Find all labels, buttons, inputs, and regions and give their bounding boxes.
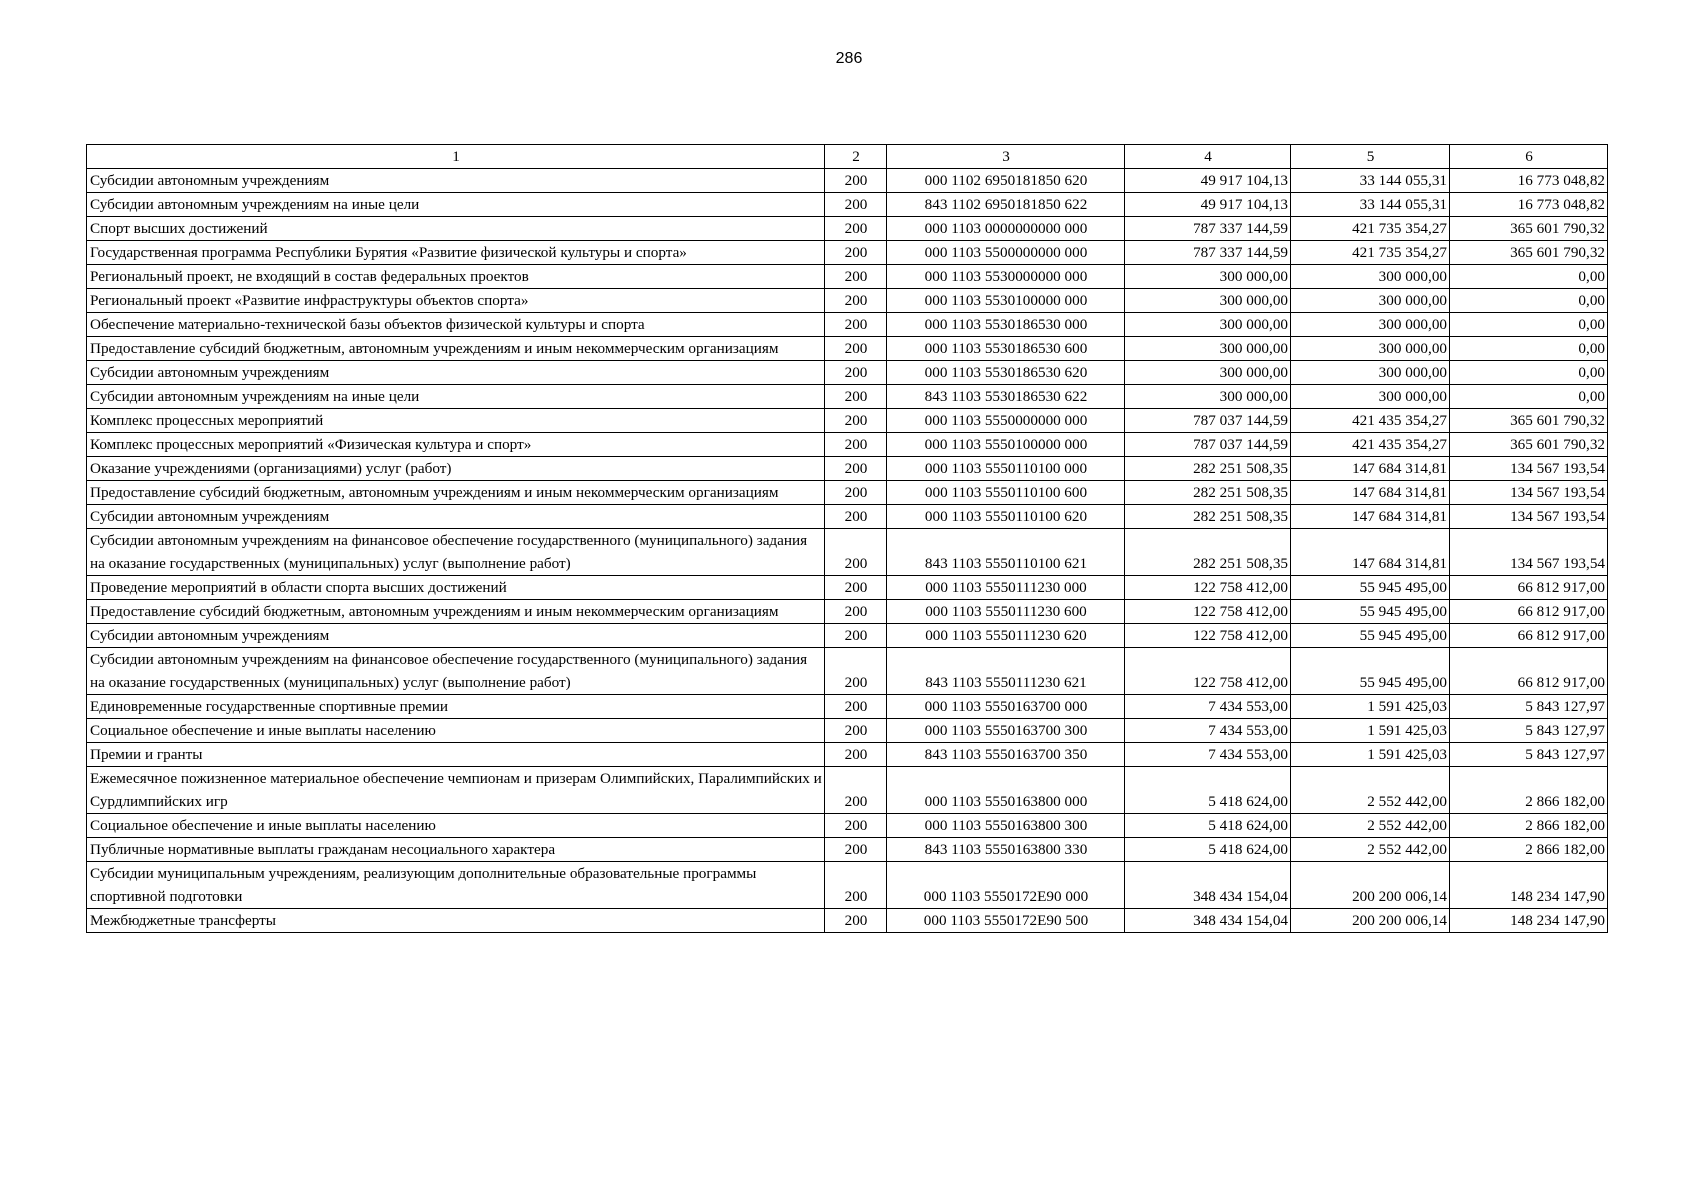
row-amount-col5-cell: 2 552 442,00 [1291, 767, 1450, 814]
page-number: 286 [835, 50, 863, 67]
table-row [87, 624, 1608, 648]
row-amount-col6-cell: 0,00 [1450, 361, 1608, 385]
row-level-cell: 200 [825, 217, 887, 241]
table-row [87, 719, 1608, 743]
row-amount-col5-cell: 55 945 495,00 [1291, 648, 1450, 695]
row-level-cell: 200 [825, 505, 887, 529]
row-amount-col5-cell: 200 200 006,14 [1291, 909, 1450, 933]
row-level-cell: 200 [825, 433, 887, 457]
row-level-cell: 200 [825, 289, 887, 313]
table-row [87, 600, 1608, 624]
row-amount-col5-cell: 1 591 425,03 [1291, 719, 1450, 743]
row-amount-col6-cell: 66 812 917,00 [1450, 624, 1608, 648]
row-level-cell: 200 [825, 862, 887, 909]
row-level-cell: 200 [825, 767, 887, 814]
row-code-cell: 843 1103 5550163700 350 [887, 743, 1125, 767]
row-code-cell: 000 1103 5550172E90 500 [887, 909, 1125, 933]
row-amount-col4-cell: 787 037 144,59 [1125, 409, 1291, 433]
row-level-cell: 200 [825, 576, 887, 600]
row-name-cell: Оказание учреждениями (организациями) услуг (работ) [87, 457, 825, 481]
table-row [87, 289, 1608, 313]
row-amount-col6-cell: 0,00 [1450, 265, 1608, 289]
table-body [87, 169, 1608, 933]
row-level-cell: 200 [825, 624, 887, 648]
row-amount-col5-cell: 300 000,00 [1291, 313, 1450, 337]
row-code-cell: 000 1103 5550110100 620 [887, 505, 1125, 529]
row-code-cell: 843 1103 5550110100 621 [887, 529, 1125, 576]
row-amount-col6-cell: 5 843 127,97 [1450, 743, 1608, 767]
row-amount-col6-cell: 66 812 917,00 [1450, 576, 1608, 600]
column-header-4: 4 [1125, 145, 1291, 169]
row-name-cell: Государственная программа Республики Бурятия «Развитие физической культуры и спорта» [87, 241, 825, 265]
row-name-cell: Субсидии автономным учреждениям на финансовое обеспечение государственного (муниципального) задания на оказание государственных (муниципальных) услуг (выполнение работ) [87, 529, 825, 576]
row-code-cell: 843 1103 5550111230 621 [887, 648, 1125, 695]
row-name-cell: Субсидии автономным учреждениям на иные цели [87, 385, 825, 409]
column-header-2: 2 [825, 145, 887, 169]
table-row [87, 457, 1608, 481]
row-amount-col5-cell: 55 945 495,00 [1291, 600, 1450, 624]
row-amount-col5-cell: 421 735 354,27 [1291, 217, 1450, 241]
row-amount-col5-cell: 200 200 006,14 [1291, 862, 1450, 909]
table-row [87, 767, 1608, 814]
row-amount-col4-cell: 300 000,00 [1125, 385, 1291, 409]
row-code-cell: 000 1103 5550163700 000 [887, 695, 1125, 719]
row-code-cell: 000 1103 5530186530 000 [887, 313, 1125, 337]
row-name-cell: Спорт высших достижений [87, 217, 825, 241]
row-name-cell: Обеспечение материально-технической базы объектов физической культуры и спорта [87, 313, 825, 337]
row-amount-col6-cell: 0,00 [1450, 337, 1608, 361]
row-amount-col6-cell: 148 234 147,90 [1450, 862, 1608, 909]
row-level-cell: 200 [825, 481, 887, 505]
table-header-row [87, 145, 1608, 169]
row-name-cell: Предоставление субсидий бюджетным, автономным учреждениям и иным некоммерческим организациям [87, 481, 825, 505]
table-row [87, 862, 1608, 909]
row-amount-col5-cell: 55 945 495,00 [1291, 624, 1450, 648]
row-name-cell: Комплекс процессных мероприятий «Физическая культура и спорт» [87, 433, 825, 457]
row-name-cell: Социальное обеспечение и иные выплаты населению [87, 719, 825, 743]
row-code-cell: 843 1103 5550163800 330 [887, 838, 1125, 862]
row-amount-col6-cell: 5 843 127,97 [1450, 719, 1608, 743]
row-amount-col6-cell: 2 866 182,00 [1450, 838, 1608, 862]
row-amount-col6-cell: 5 843 127,97 [1450, 695, 1608, 719]
table-row [87, 361, 1608, 385]
row-amount-col4-cell: 348 434 154,04 [1125, 909, 1291, 933]
row-code-cell: 843 1102 6950181850 622 [887, 193, 1125, 217]
row-amount-col4-cell: 300 000,00 [1125, 313, 1291, 337]
table-row [87, 743, 1608, 767]
row-amount-col6-cell: 66 812 917,00 [1450, 648, 1608, 695]
row-amount-col5-cell: 147 684 314,81 [1291, 457, 1450, 481]
column-header-1: 1 [87, 145, 825, 169]
row-name-cell: Субсидии автономным учреждениям на финансовое обеспечение государственного (муниципального) задания на оказание государственных (муниципальных) услуг (выполнение работ) [87, 648, 825, 695]
row-amount-col4-cell: 49 917 104,13 [1125, 193, 1291, 217]
table-row [87, 814, 1608, 838]
row-name-cell: Субсидии автономным учреждениям [87, 505, 825, 529]
row-amount-col5-cell: 33 144 055,31 [1291, 193, 1450, 217]
row-code-cell: 843 1103 5530186530 622 [887, 385, 1125, 409]
row-amount-col5-cell: 147 684 314,81 [1291, 529, 1450, 576]
row-amount-col4-cell: 348 434 154,04 [1125, 862, 1291, 909]
row-amount-col5-cell: 2 552 442,00 [1291, 814, 1450, 838]
row-amount-col4-cell: 787 337 144,59 [1125, 217, 1291, 241]
budget-table [86, 144, 1608, 933]
row-code-cell: 000 1103 5530186530 620 [887, 361, 1125, 385]
row-amount-col4-cell: 5 418 624,00 [1125, 814, 1291, 838]
row-level-cell: 200 [825, 719, 887, 743]
row-amount-col6-cell: 2 866 182,00 [1450, 767, 1608, 814]
row-amount-col4-cell: 49 917 104,13 [1125, 169, 1291, 193]
row-name-cell: Единовременные государственные спортивные премии [87, 695, 825, 719]
row-amount-col5-cell: 147 684 314,81 [1291, 481, 1450, 505]
row-name-cell: Социальное обеспечение и иные выплаты населению [87, 814, 825, 838]
row-name-cell: Предоставление субсидий бюджетным, автономным учреждениям и иным некоммерческим организациям [87, 600, 825, 624]
row-amount-col6-cell: 66 812 917,00 [1450, 600, 1608, 624]
row-amount-col6-cell: 134 567 193,54 [1450, 457, 1608, 481]
table-row [87, 433, 1608, 457]
row-code-cell: 000 1103 5550172E90 000 [887, 862, 1125, 909]
row-name-cell: Субсидии автономным учреждениям на иные цели [87, 193, 825, 217]
row-name-cell: Проведение мероприятий в области спорта высших достижений [87, 576, 825, 600]
row-code-cell: 000 1103 5550111230 620 [887, 624, 1125, 648]
row-amount-col5-cell: 1 591 425,03 [1291, 743, 1450, 767]
row-amount-col4-cell: 787 037 144,59 [1125, 433, 1291, 457]
row-amount-col6-cell: 148 234 147,90 [1450, 909, 1608, 933]
row-amount-col5-cell: 147 684 314,81 [1291, 505, 1450, 529]
row-amount-col4-cell: 7 434 553,00 [1125, 743, 1291, 767]
row-level-cell: 200 [825, 909, 887, 933]
row-level-cell: 200 [825, 457, 887, 481]
row-amount-col4-cell: 787 337 144,59 [1125, 241, 1291, 265]
row-amount-col4-cell: 282 251 508,35 [1125, 505, 1291, 529]
table-row [87, 313, 1608, 337]
row-amount-col6-cell: 134 567 193,54 [1450, 529, 1608, 576]
row-code-cell: 000 1103 5550000000 000 [887, 409, 1125, 433]
row-level-cell: 200 [825, 409, 887, 433]
row-level-cell: 200 [825, 193, 887, 217]
row-amount-col5-cell: 300 000,00 [1291, 337, 1450, 361]
table-row [87, 169, 1608, 193]
row-amount-col4-cell: 300 000,00 [1125, 289, 1291, 313]
table-row [87, 648, 1608, 695]
row-amount-col6-cell: 0,00 [1450, 385, 1608, 409]
row-name-cell: Премии и гранты [87, 743, 825, 767]
row-code-cell: 000 1103 5550111230 600 [887, 600, 1125, 624]
row-amount-col4-cell: 300 000,00 [1125, 337, 1291, 361]
table-row [87, 576, 1608, 600]
row-amount-col5-cell: 300 000,00 [1291, 265, 1450, 289]
table-row [87, 217, 1608, 241]
row-name-cell: Субсидии автономным учреждениям [87, 169, 825, 193]
row-code-cell: 000 1103 5550110100 600 [887, 481, 1125, 505]
row-amount-col5-cell: 421 735 354,27 [1291, 241, 1450, 265]
row-amount-col6-cell: 16 773 048,82 [1450, 193, 1608, 217]
row-amount-col4-cell: 282 251 508,35 [1125, 457, 1291, 481]
row-amount-col6-cell: 0,00 [1450, 313, 1608, 337]
row-level-cell: 200 [825, 385, 887, 409]
row-code-cell: 000 1103 5550100000 000 [887, 433, 1125, 457]
row-amount-col5-cell: 300 000,00 [1291, 361, 1450, 385]
row-name-cell: Региональный проект, не входящий в состав федеральных проектов [87, 265, 825, 289]
row-name-cell: Региональный проект «Развитие инфраструктуры объектов спорта» [87, 289, 825, 313]
row-level-cell: 200 [825, 241, 887, 265]
row-code-cell: 000 1103 5550163700 300 [887, 719, 1125, 743]
table-row [87, 909, 1608, 933]
column-header-5: 5 [1291, 145, 1450, 169]
table-row [87, 481, 1608, 505]
row-amount-col6-cell: 365 601 790,32 [1450, 433, 1608, 457]
row-name-cell: Ежемесячное пожизненное материальное обеспечение чемпионам и призерам Олимпийских, Паралимпийских и Сурдлимпийских игр [87, 767, 825, 814]
row-code-cell: 000 1103 5530100000 000 [887, 289, 1125, 313]
row-amount-col4-cell: 300 000,00 [1125, 361, 1291, 385]
table-row [87, 337, 1608, 361]
row-amount-col6-cell: 0,00 [1450, 289, 1608, 313]
row-code-cell: 000 1103 5500000000 000 [887, 241, 1125, 265]
row-amount-col4-cell: 7 434 553,00 [1125, 695, 1291, 719]
row-code-cell: 000 1103 5550163800 300 [887, 814, 1125, 838]
row-name-cell: Комплекс процессных мероприятий [87, 409, 825, 433]
row-amount-col5-cell: 300 000,00 [1291, 385, 1450, 409]
row-level-cell: 200 [825, 169, 887, 193]
row-amount-col6-cell: 16 773 048,82 [1450, 169, 1608, 193]
row-code-cell: 000 1103 5530000000 000 [887, 265, 1125, 289]
row-name-cell: Публичные нормативные выплаты гражданам несоциального характера [87, 838, 825, 862]
row-level-cell: 200 [825, 838, 887, 862]
row-amount-col4-cell: 122 758 412,00 [1125, 648, 1291, 695]
table-row [87, 265, 1608, 289]
row-amount-col4-cell: 282 251 508,35 [1125, 529, 1291, 576]
column-header-3: 3 [887, 145, 1125, 169]
row-amount-col6-cell: 134 567 193,54 [1450, 505, 1608, 529]
row-level-cell: 200 [825, 743, 887, 767]
row-amount-col5-cell: 1 591 425,03 [1291, 695, 1450, 719]
row-level-cell: 200 [825, 529, 887, 576]
table-row [87, 505, 1608, 529]
table-row [87, 385, 1608, 409]
row-amount-col6-cell: 134 567 193,54 [1450, 481, 1608, 505]
row-level-cell: 200 [825, 337, 887, 361]
row-amount-col4-cell: 7 434 553,00 [1125, 719, 1291, 743]
table-row [87, 838, 1608, 862]
row-amount-col4-cell: 300 000,00 [1125, 265, 1291, 289]
row-name-cell: Межбюджетные трансферты [87, 909, 825, 933]
row-level-cell: 200 [825, 600, 887, 624]
row-level-cell: 200 [825, 361, 887, 385]
row-code-cell: 000 1102 6950181850 620 [887, 169, 1125, 193]
row-amount-col5-cell: 421 435 354,27 [1291, 433, 1450, 457]
row-amount-col6-cell: 365 601 790,32 [1450, 241, 1608, 265]
row-level-cell: 200 [825, 265, 887, 289]
row-name-cell: Субсидии автономным учреждениям [87, 361, 825, 385]
row-amount-col5-cell: 2 552 442,00 [1291, 838, 1450, 862]
table-row [87, 695, 1608, 719]
row-level-cell: 200 [825, 313, 887, 337]
row-name-cell: Субсидии автономным учреждениям [87, 624, 825, 648]
row-level-cell: 200 [825, 814, 887, 838]
row-amount-col4-cell: 122 758 412,00 [1125, 600, 1291, 624]
row-amount-col4-cell: 122 758 412,00 [1125, 576, 1291, 600]
row-amount-col4-cell: 5 418 624,00 [1125, 767, 1291, 814]
row-amount-col6-cell: 365 601 790,32 [1450, 409, 1608, 433]
table-row [87, 241, 1608, 265]
row-code-cell: 000 1103 0000000000 000 [887, 217, 1125, 241]
row-amount-col6-cell: 365 601 790,32 [1450, 217, 1608, 241]
row-amount-col5-cell: 55 945 495,00 [1291, 576, 1450, 600]
row-level-cell: 200 [825, 695, 887, 719]
row-amount-col6-cell: 2 866 182,00 [1450, 814, 1608, 838]
row-amount-col5-cell: 33 144 055,31 [1291, 169, 1450, 193]
row-code-cell: 000 1103 5550111230 000 [887, 576, 1125, 600]
table-row [87, 193, 1608, 217]
table-row [87, 529, 1608, 576]
row-name-cell: Предоставление субсидий бюджетным, автономным учреждениям и иным некоммерческим организациям [87, 337, 825, 361]
row-amount-col4-cell: 122 758 412,00 [1125, 624, 1291, 648]
row-amount-col4-cell: 5 418 624,00 [1125, 838, 1291, 862]
row-code-cell: 000 1103 5550110100 000 [887, 457, 1125, 481]
row-amount-col4-cell: 282 251 508,35 [1125, 481, 1291, 505]
table-row [87, 409, 1608, 433]
row-level-cell: 200 [825, 648, 887, 695]
row-amount-col5-cell: 421 435 354,27 [1291, 409, 1450, 433]
row-code-cell: 000 1103 5550163800 000 [887, 767, 1125, 814]
row-code-cell: 000 1103 5530186530 600 [887, 337, 1125, 361]
row-amount-col5-cell: 300 000,00 [1291, 289, 1450, 313]
column-header-6: 6 [1450, 145, 1608, 169]
row-name-cell: Субсидии муниципальным учреждениям, реализующим дополнительные образовательные программы спортивной подготовки [87, 862, 825, 909]
